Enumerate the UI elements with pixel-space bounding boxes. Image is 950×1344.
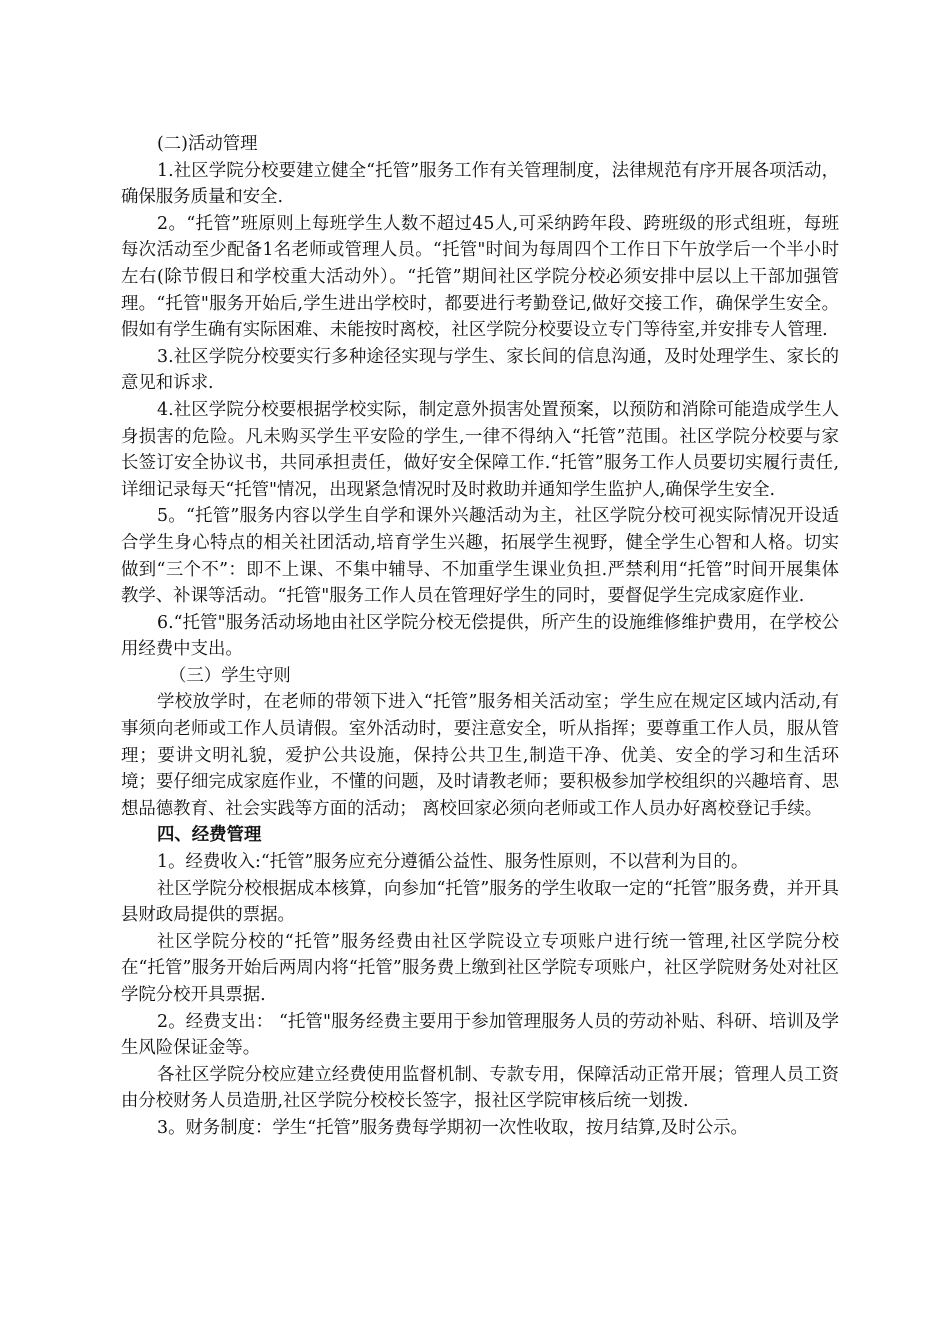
paragraph: 2。经费支出： “托管"服务经费主要用于参加管理服务人员的劳动补贴、科研、培训及学生风险保证金等。 [121,1011,839,1059]
paragraph: 3.社区学院分校要实行多种途径实现与学生、家长间的信息沟通，及时处理学生、家长的意见和诉求. [121,346,839,394]
section-heading-activity-management: (二)活动管理 [157,134,258,154]
paragraph: 5。“托管”服务内容以学生自学和课外兴趣活动为主，社区学院分校可视实际情况开设适合学生身心特点的相关社团活动,培育学生兴趣，拓展学生视野，健全学生心智和人格。切实做到“三个不”：即不上课、不集中辅导、不加重学生课业负担.严禁利用“托管”时间开展集体教学、补课等活动。“托管"服务工作人员在管理好学生的同时，要督促学生完成家庭作业. [121,506,839,607]
paragraph: 2。“托管”班原则上每班学生人数不超过45人,可采纳跨年段、跨班级的形式组班，每班每次活动至少配备1名老师或管理人员。“托管"时间为每周四个工作日下午放学后一个半小时左右(除节假日和学校重大活动外）。“托管”期间社区学院分校必须安排中层以上干部加强管理。“托管"服务开始后,学生进出学校时，都要进行考勤登记,做好交接工作，确保学生安全。假如有学生确有实际困难、未能按时离校，社区学院分校要设立专门等待室,并安排专人管理. [121,213,839,341]
paragraph: 社区学院分校的“托管”服务经费由社区学院设立专项账户进行统一管理,社区学院分校在“托管”服务开始后两周内将“托管”服务费上缴到社区学院专项账户，社区学院财务处对社区学院分校开具票据. [121,931,839,1005]
paragraph: 社区学院分校根据成本核算，向参加“托管”服务的学生收取一定的“托管”服务费，并开具县财政局提供的票据。 [121,878,839,926]
paragraph: 学校放学时，在老师的带领下进入“托管”服务相关活动室；学生应在规定区域内活动,有事须向老师或工作人员请假。室外活动时，要注意安全，听从指挥；要尊重工作人员，服从管理；要讲文明礼貌，爱护公共设施，保持公共卫生,制造干净、优美、安全的学习和生活环境；要仔细完成家庭作业，不懂的问题，及时请教老师；要积极参加学校组织的兴趣培育、思想品德教育、社会实践等方面的活动； 离校回家必须向老师或工作人员办好离校登记手续。 [121,692,839,819]
paragraph: 3。财务制度：学生“托管”服务费每学期初一次性收取，按月结算,及时公示。 [157,1117,748,1138]
paragraph: 1.社区学院分校要建立健全“托管”服务工作有关管理制度，法律规范有序开展各项活动，确保服务质量和安全. [121,160,839,208]
section-heading-student-rules: （三）学生守则 [169,665,291,686]
paragraph: 1。经费收入:“托管”服务应充分遵循公益性、服务性原则，不以营利为目的。 [157,852,749,873]
paragraph: 4.社区学院分校要根据学校实际，制定意外损害处置预案，以预防和消除可能造成学生人身损害的危险。凡未购买学生平安险的学生,一律不得纳入“托管”范围。社区学院分校要与家长签订安全协议书，共同承担责任，做好安全保障工作.“托管”服务工作人员要切实履行责任,详细记录每天“托管"情况，出现紧急情况时及时救助并通知学生监护人,确保学生安全. [121,399,839,500]
document-body [121,131,839,1142]
paragraph: 6.“托管"服务活动场地由社区学院分校无偿提供，所产生的设施维修维护费用，在学校公用经费中支出。 [121,612,839,660]
paragraph: 各社区学院分校应建立经费使用监督机制、专款专用，保障活动正常开展；管理人员工资由分校财务人员造册,社区学院分校校长签字，报社区学院审核后统一划拨. [121,1064,839,1112]
section-heading-funding-management: 四、经费管理 [157,825,262,846]
